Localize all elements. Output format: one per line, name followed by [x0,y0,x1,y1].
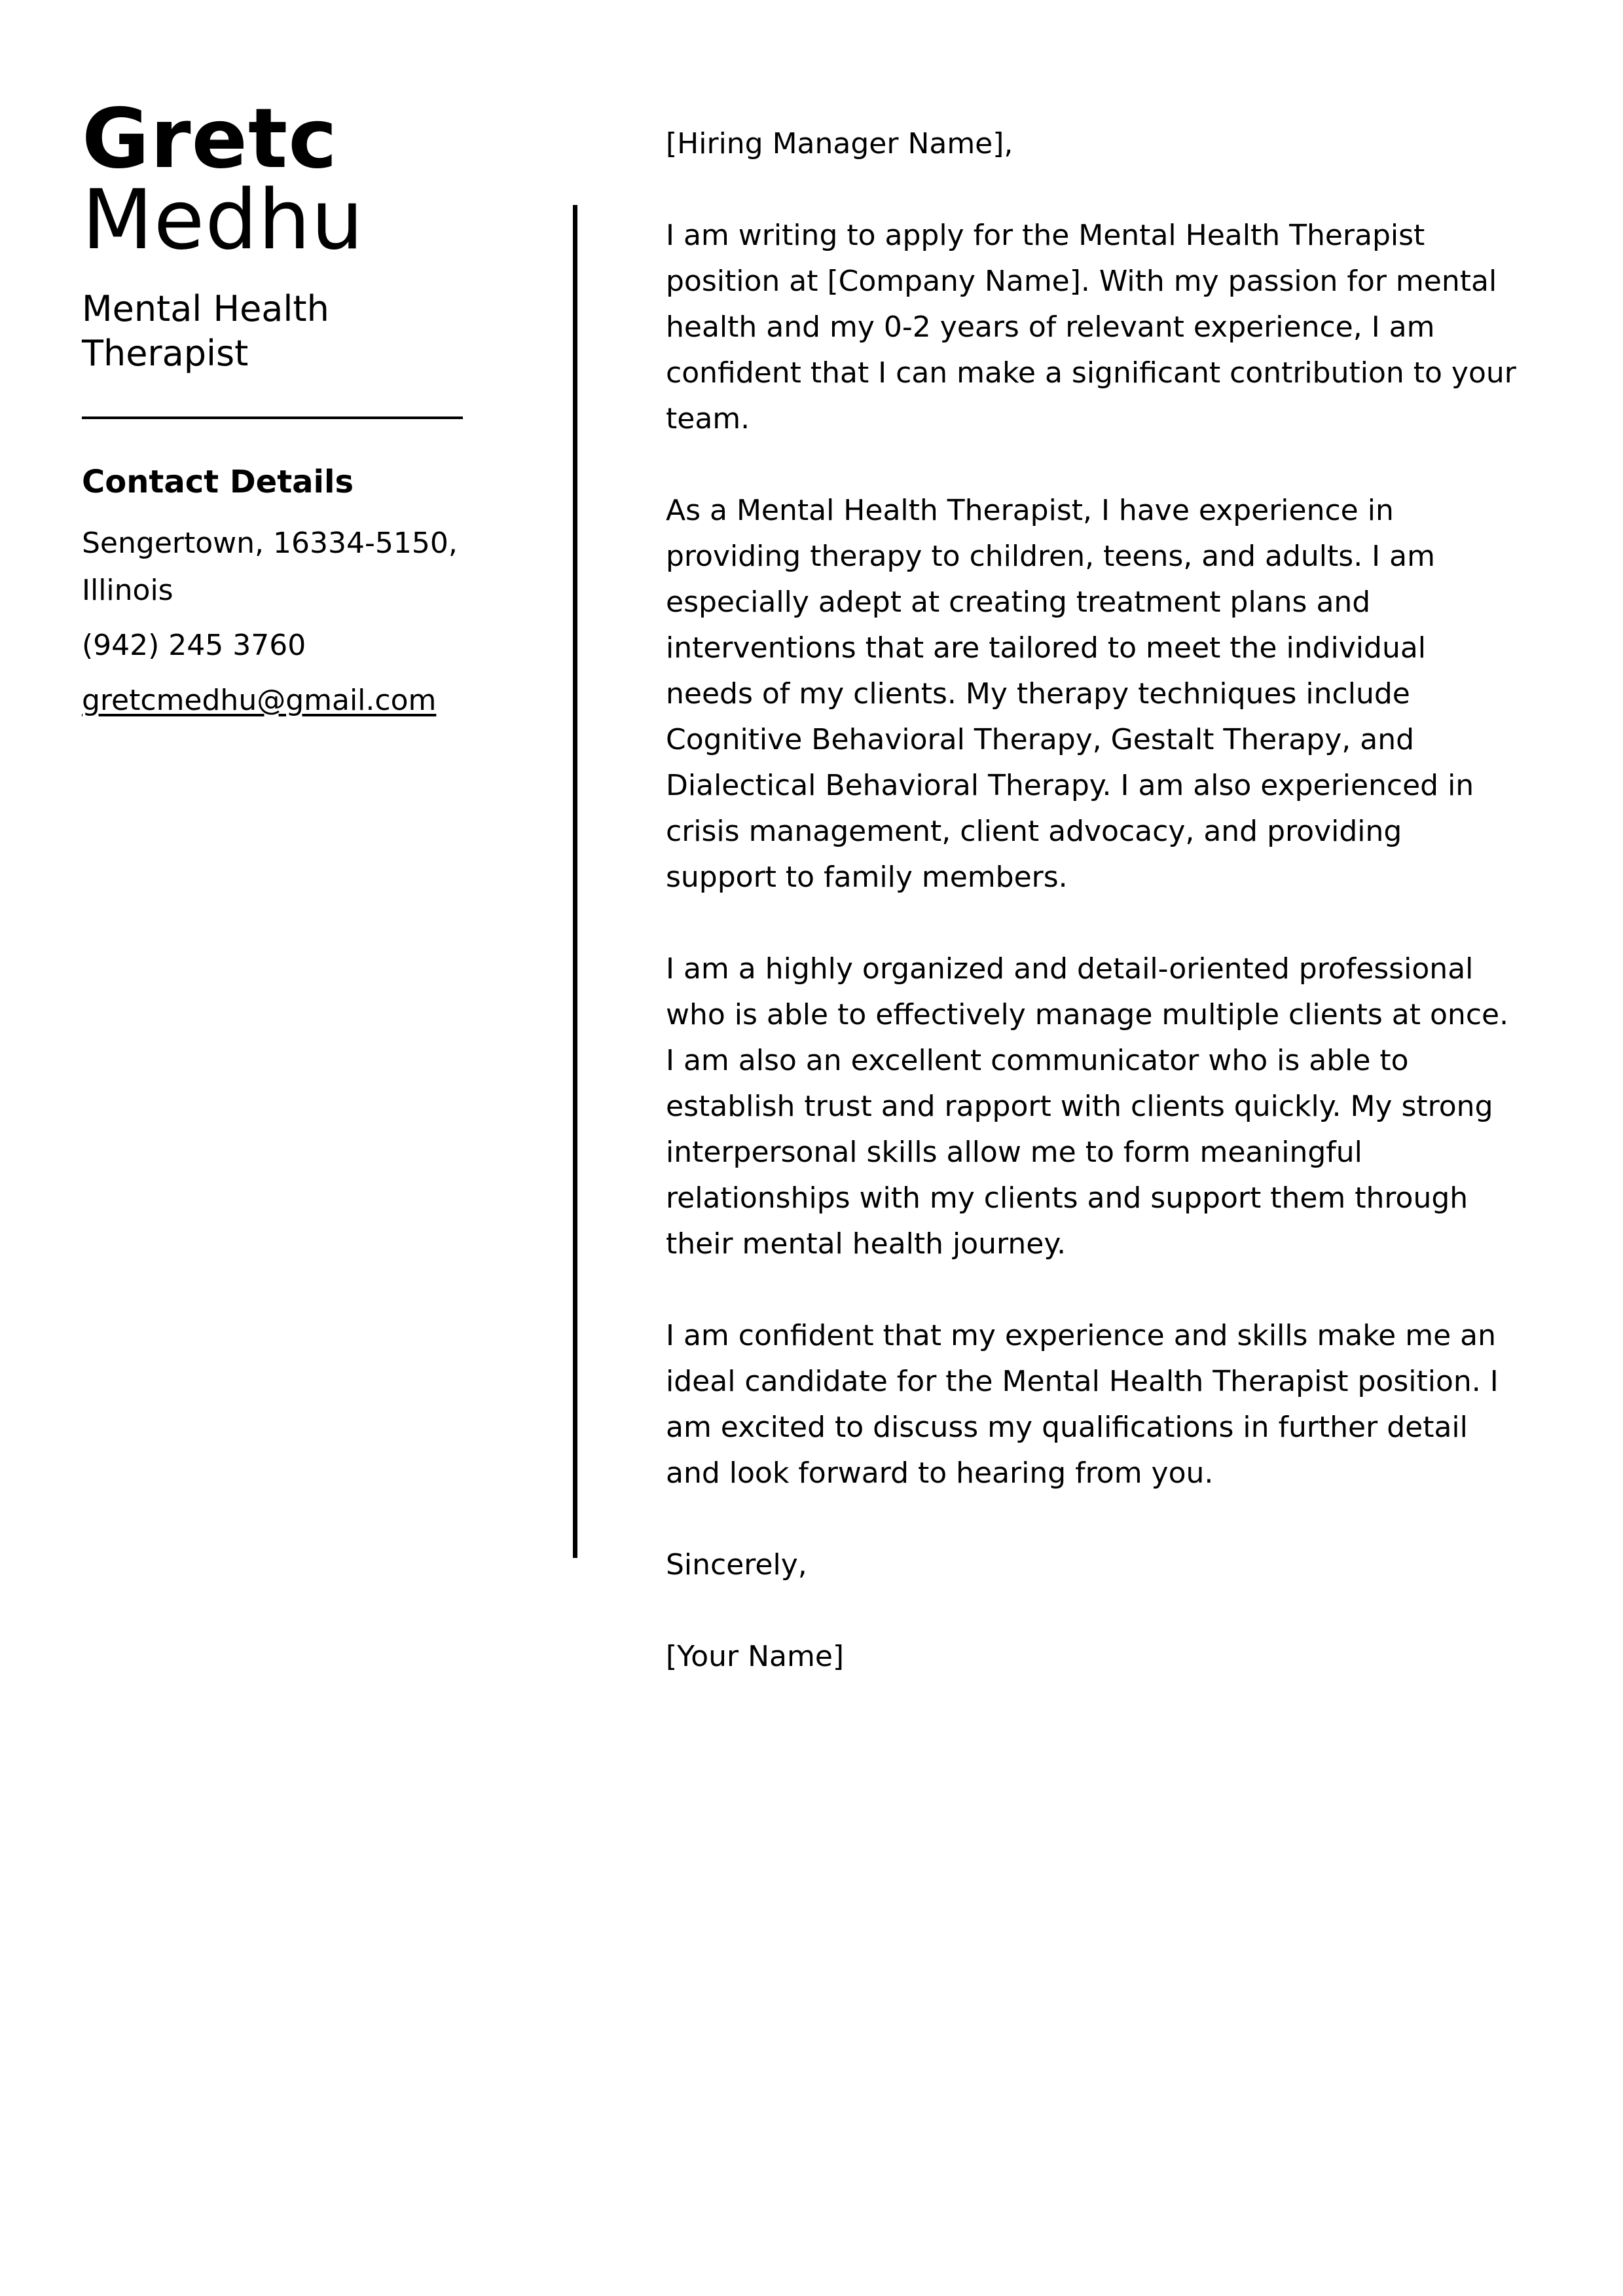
job-title: Mental Health Therapist [82,288,329,374]
signature: [Your Name] [666,1640,845,1673]
contact-email [82,677,488,724]
letter-paragraph-2: As a Mental Health Therapist, I have experience in providing therapy to children, teens, and adults. I am especially adept at creating treatment plans and interventions that are tailored to meet the individual needs of my clients. My therapy techniques include Cognitive Behavioral Therapy, Gestalt Therapy, and Dialectical Behavioral Therapy. I am also experienced in crisis management, client advocacy, and providing support to family members. [666,494,1474,894]
contact-details-heading: Contact Details [82,464,354,500]
letter-paragraph-3: I am a highly organized and detail-oriented professional who is able to effectively manage multiple clients at once. I am also an excellent communicator who is able to establish trust and rapport with clients quickly. My strong interpersonal skills allow me to form meaningful relationships with my clients and support them through their mental health journey. [666,952,1509,1261]
contact-address: Sengertown, 16334-5150, Illinois [82,527,458,607]
letter-paragraph-4: I am confident that my experience and skills make me an ideal candidate for the Mental Health Therapist position. I am excited to discuss my qualifications in further detail and look forward to hearing from you. [666,1319,1499,1490]
email-link[interactable]: gretcmedhu@gmail.com [82,684,437,717]
salutation: [Hiring Manager Name], [666,127,1013,160]
first-name: Gretc [82,90,338,187]
vertical-divider [573,205,577,1558]
letter-body [666,121,1517,1680]
applicant-name [82,90,488,268]
sidebar [82,90,488,724]
last-name: Medhu [82,172,364,268]
closing: Sincerely, [666,1548,807,1582]
section-divider [82,417,463,419]
contact-phone: (942) 245 3760 [82,629,306,662]
letter-paragraph-1: I am writing to apply for the Mental Health Therapist position at [Company Name]. With my passion for mental health and my 0-2 years of relevant experience, I am confident that I can make a significant contribution to your team. [666,219,1516,435]
